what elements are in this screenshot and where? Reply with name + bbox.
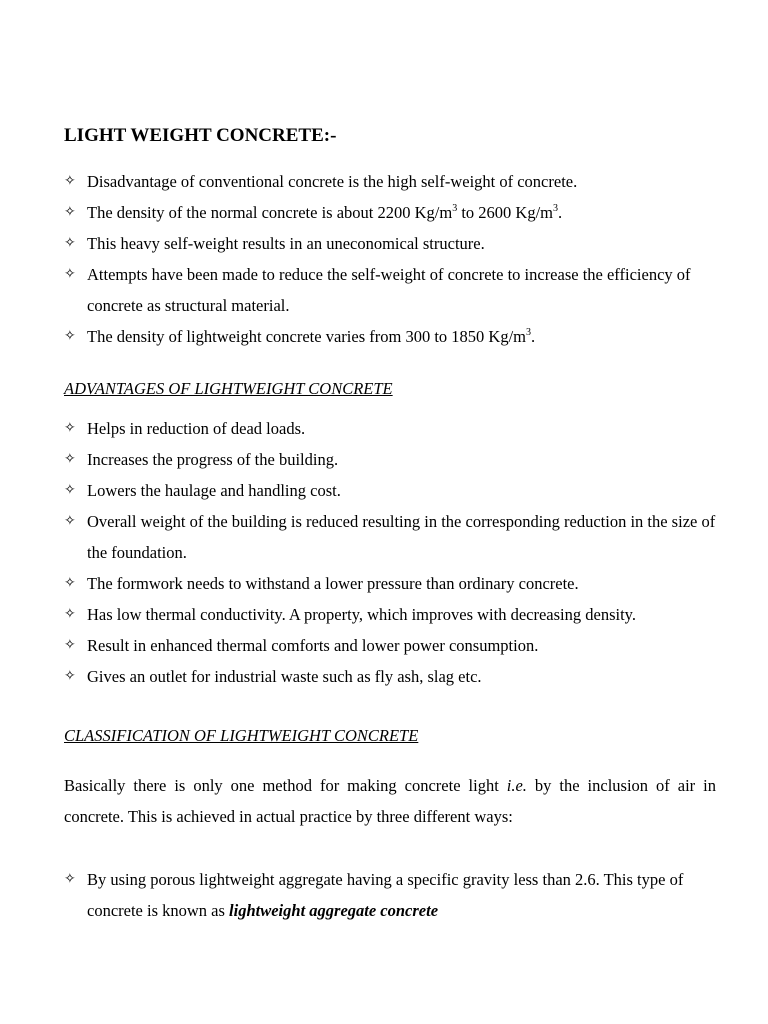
list-item: [64, 630, 720, 661]
classification-paragraph: [64, 770, 716, 832]
list-item: [64, 661, 720, 692]
list-item: [64, 413, 720, 444]
bullet-text: Disadvantage of conventional concrete is the high self-weight of concrete.: [87, 172, 578, 191]
bullet-text: Lowers the haulage and handling cost.: [87, 481, 341, 500]
paragraph-text: by the inclusion of air in concrete. This is achieved in actual practice by three different ways:: [64, 776, 716, 826]
bullet-star-icon: ✧: [64, 482, 76, 498]
list-item: [64, 506, 720, 568]
bullet-star-icon: ✧: [64, 871, 76, 887]
paragraph-text: Basically there is only one method for making concrete light: [64, 776, 507, 795]
list-item: [64, 599, 720, 630]
bullet-star-icon: ✧: [64, 606, 76, 622]
bullet-text: The formwork needs to withstand a lower pressure than ordinary concrete.: [87, 574, 579, 593]
bullet-text: .: [558, 203, 563, 222]
list-item: [64, 475, 720, 506]
superscript: 3: [553, 203, 558, 214]
bullet-star-icon: ✧: [64, 637, 76, 653]
bullet-text: Result in enhanced thermal comforts and lower power consumption.: [87, 636, 539, 655]
page-title: LIGHT WEIGHT CONCRETE:-: [64, 125, 337, 146]
bullet-text: Attempts have been made to reduce the self-weight of concrete to increase the efficiency of concrete as structural material.: [87, 265, 691, 315]
bullet-star-icon: ✧: [64, 420, 76, 436]
bullet-text: Has low thermal conductivity. A property, which improves with decreasing density.: [87, 605, 636, 624]
superscript: 3: [452, 203, 458, 214]
bullet-star-icon: ✧: [64, 266, 76, 282]
bullet-text: Increases the progress of the building.: [87, 450, 339, 469]
list-item: [64, 166, 720, 197]
bullet-text: Helps in reduction of dead loads.: [87, 419, 306, 438]
bullet-star-icon: ✧: [64, 173, 76, 189]
list-item: [64, 568, 720, 599]
bullet-text: By using porous lightweight aggregate having a specific gravity less than 2.6. This type of concrete is known as: [87, 870, 684, 920]
list-item: [64, 228, 720, 259]
classification-bullet-list: [64, 864, 720, 926]
advantages-bullet-list: [64, 413, 720, 692]
bullet-emphasis: lightweight aggregate concrete: [229, 901, 439, 920]
bullet-text: The density of the normal concrete is about 2200 Kg/m: [87, 203, 453, 222]
bullet-star-icon: ✧: [64, 451, 76, 467]
bullet-star-icon: ✧: [64, 575, 76, 591]
bullet-text: The density of lightweight concrete varies from 300 to 1850 Kg/m: [87, 327, 526, 346]
advantages-heading: ADVANTAGES OF LIGHTWEIGHT CONCRETE: [64, 379, 393, 398]
bullet-text: .: [530, 327, 536, 346]
bullet-text: Overall weight of the building is reduced resulting in the corresponding reduction in the size of the foundation.: [87, 512, 716, 562]
list-item: [64, 444, 720, 475]
bullet-star-icon: ✧: [64, 204, 76, 220]
bullet-text: to 2600 Kg/m: [457, 203, 553, 222]
intro-bullet-list: [64, 166, 720, 352]
bullet-star-icon: ✧: [64, 328, 76, 344]
bullet-star-icon: ✧: [64, 235, 76, 251]
classification-heading: CLASSIFICATION OF LIGHTWEIGHT CONCRETE: [64, 726, 419, 745]
list-item: [64, 321, 720, 352]
paragraph-italic: i.e.: [506, 776, 527, 795]
superscript: 3: [525, 327, 531, 338]
bullet-text: This heavy self-weight results in an uneconomical structure.: [87, 234, 485, 253]
list-item: [64, 864, 720, 926]
bullet-star-icon: ✧: [64, 513, 76, 529]
list-item: [64, 197, 720, 228]
list-item: [64, 259, 720, 321]
bullet-text: Gives an outlet for industrial waste such as fly ash, slag etc.: [87, 667, 482, 686]
bullet-star-icon: ✧: [64, 668, 76, 684]
